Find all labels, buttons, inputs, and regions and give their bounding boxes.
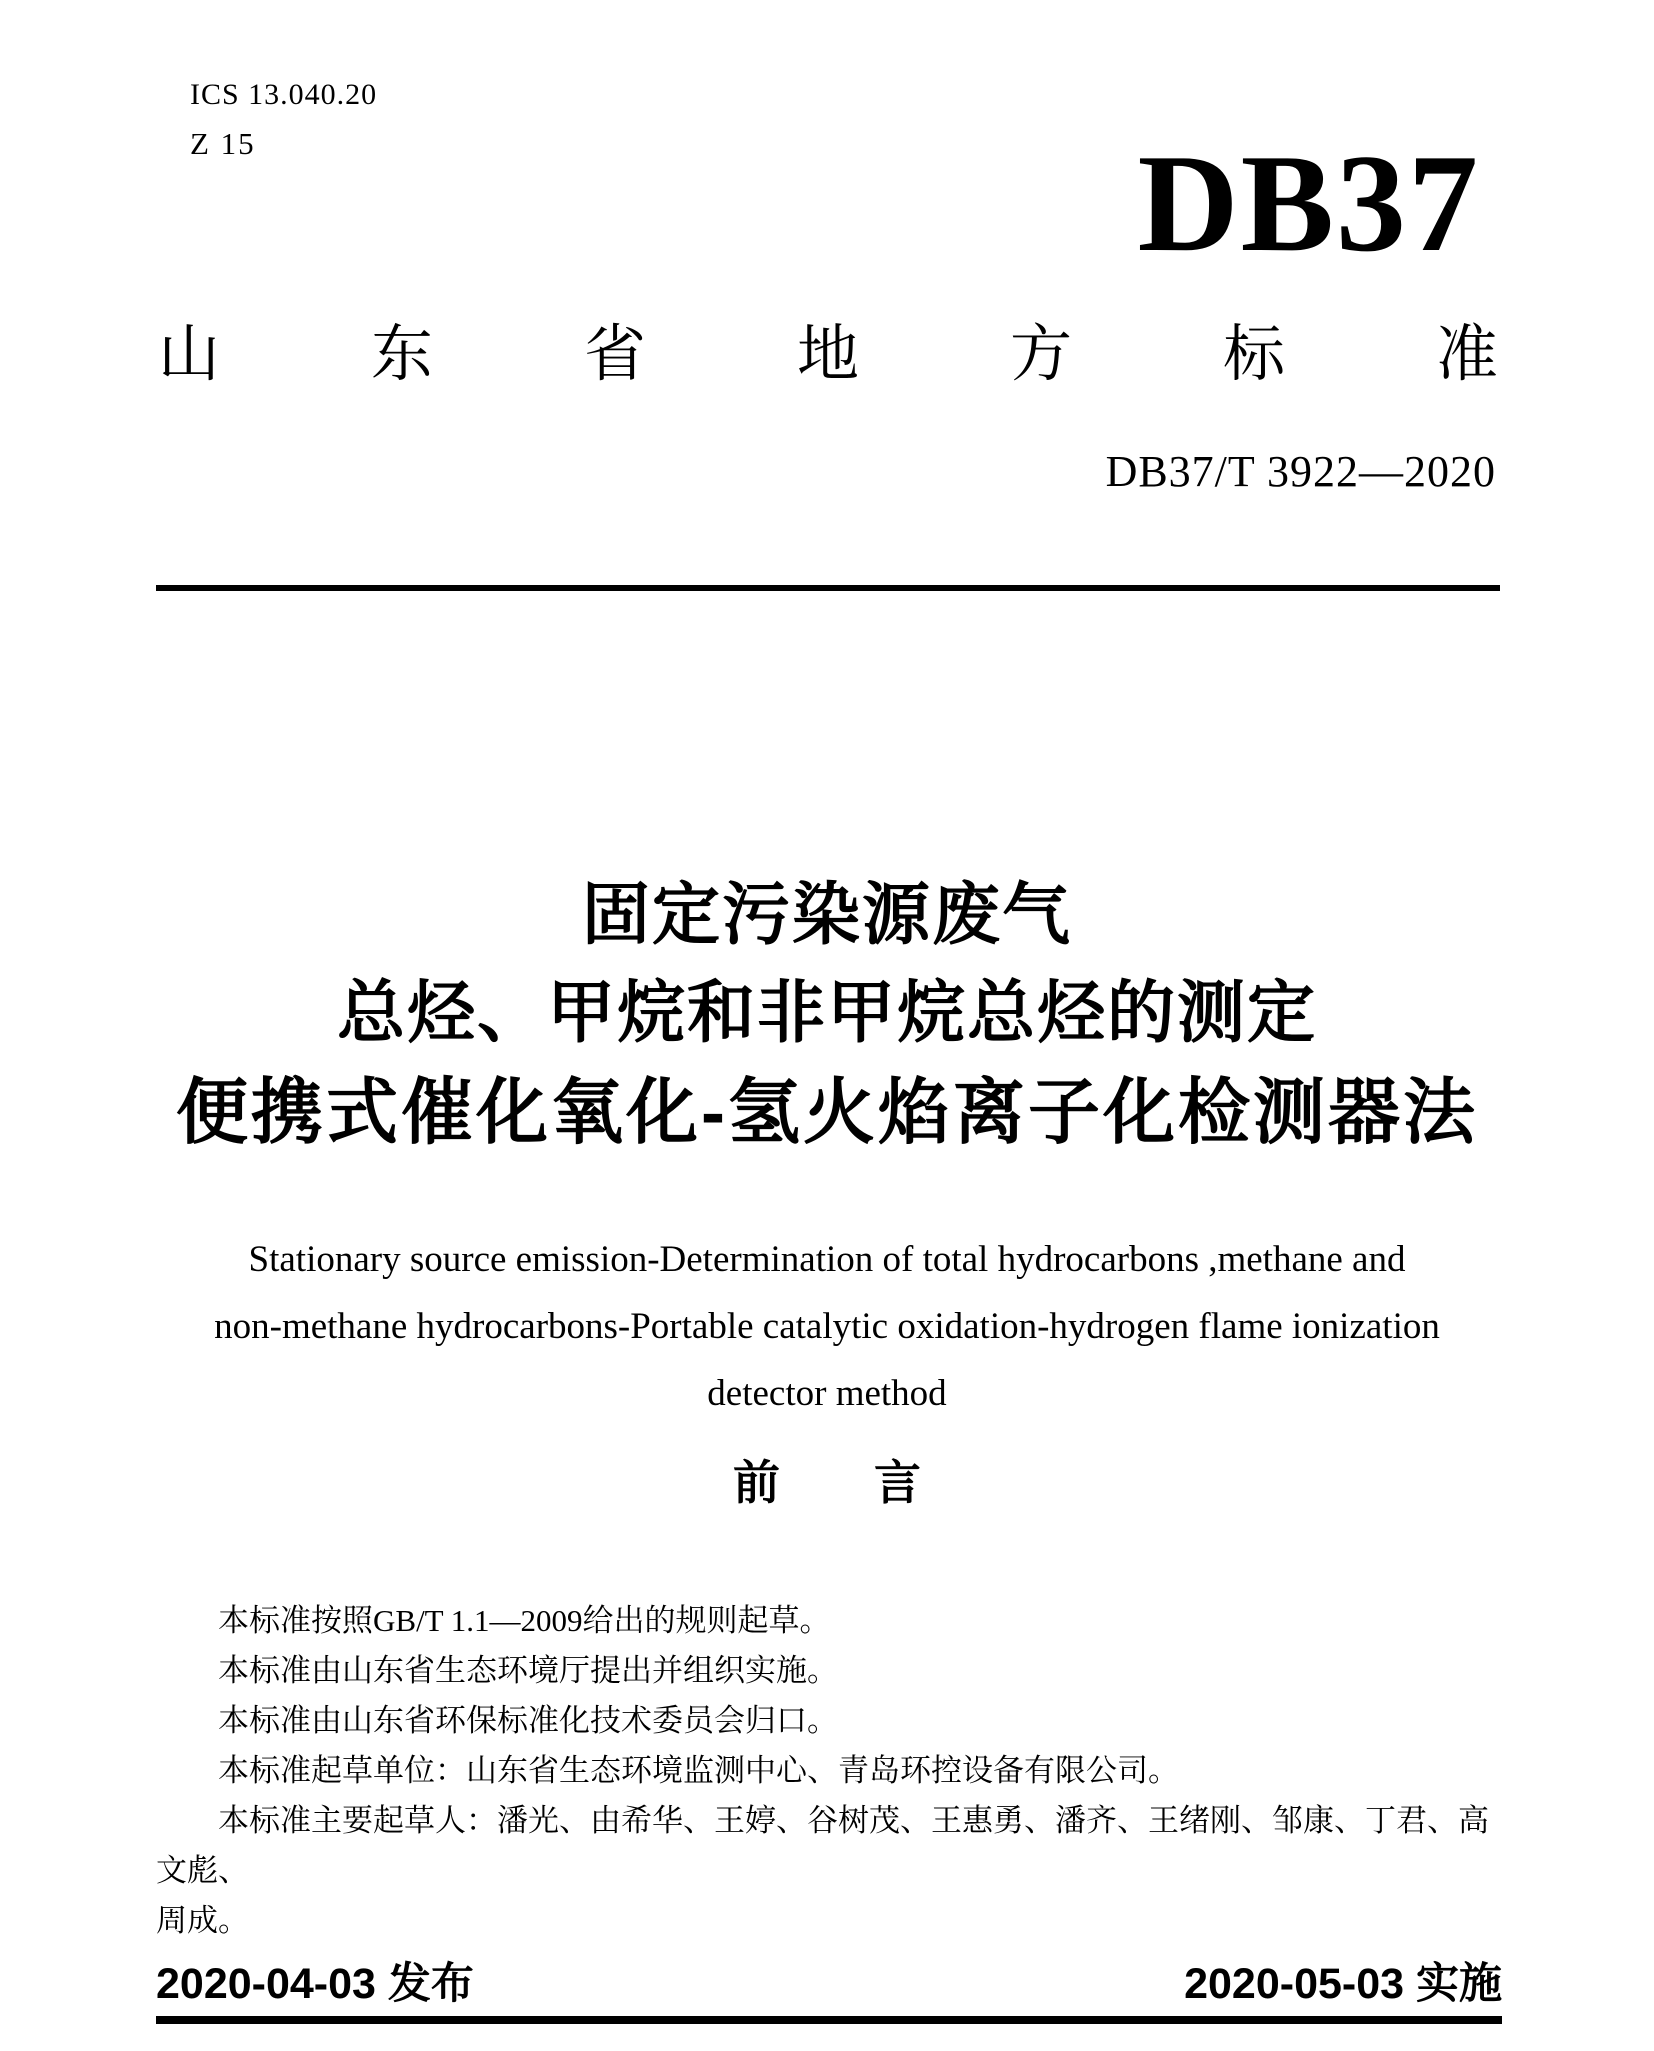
header-divider — [156, 585, 1500, 591]
foreword-line: 本标准主要起草人：潘光、由希华、王婷、谷树茂、王惠勇、潘齐、王绪刚、邹康、丁君、高文彪、 — [156, 1803, 1489, 1888]
title-cn-line-2: 总烃、甲烷和非甲烷总烃的测定 — [336, 975, 1317, 1051]
title-en-line-3: detector method — [707, 1373, 947, 1414]
issue-date: 2020-04-03 发布 — [156, 1960, 474, 2008]
title-en-line-1: Stationary source emission-Determination of total hydrocarbons ,methane and — [248, 1239, 1406, 1280]
document-title-cn — [0, 866, 1654, 1164]
classification-code: Z 15 — [190, 126, 256, 161]
standard-number: DB37/T 3922—2020 — [1105, 447, 1496, 496]
footer-dates — [156, 1950, 1502, 2011]
foreword-line: 本标准由山东省环保标准化技术委员会归口。 — [218, 1703, 838, 1738]
foreword-line: 本标准按照GB/T 1.1—2009给出的规则起草。 — [218, 1603, 831, 1638]
foreword-line: 周成。 — [156, 1903, 249, 1938]
footer-divider — [156, 2016, 1502, 2024]
db37-logo: DB37 — [1137, 126, 1480, 281]
implementation-date: 2020-05-03 实施 — [1184, 1960, 1502, 2008]
foreword-line: 本标准由山东省生态环境厅提出并组织实施。 — [218, 1653, 838, 1688]
title-cn-line-1: 固定污染源废气 — [581, 877, 1072, 953]
standard-type-title: 山东省地方标准 — [158, 321, 1498, 389]
foreword-paragraphs — [156, 1596, 1506, 1946]
foreword-line: 本标准起草单位：山东省生态环境监测中心、青岛环控设备有限公司。 — [218, 1753, 1179, 1788]
title-cn-line-3: 便携式催化氧化-氢火焰离子化检测器法 — [176, 1073, 1478, 1153]
ics-code: ICS 13.040.20 — [190, 78, 378, 111]
foreword-heading: 前 言 — [733, 1456, 921, 1509]
title-en-line-2: non-methane hydrocarbons-Portable catalytic oxidation-hydrogen flame ionization — [214, 1306, 1440, 1347]
document-title-en — [80, 1226, 1574, 1427]
